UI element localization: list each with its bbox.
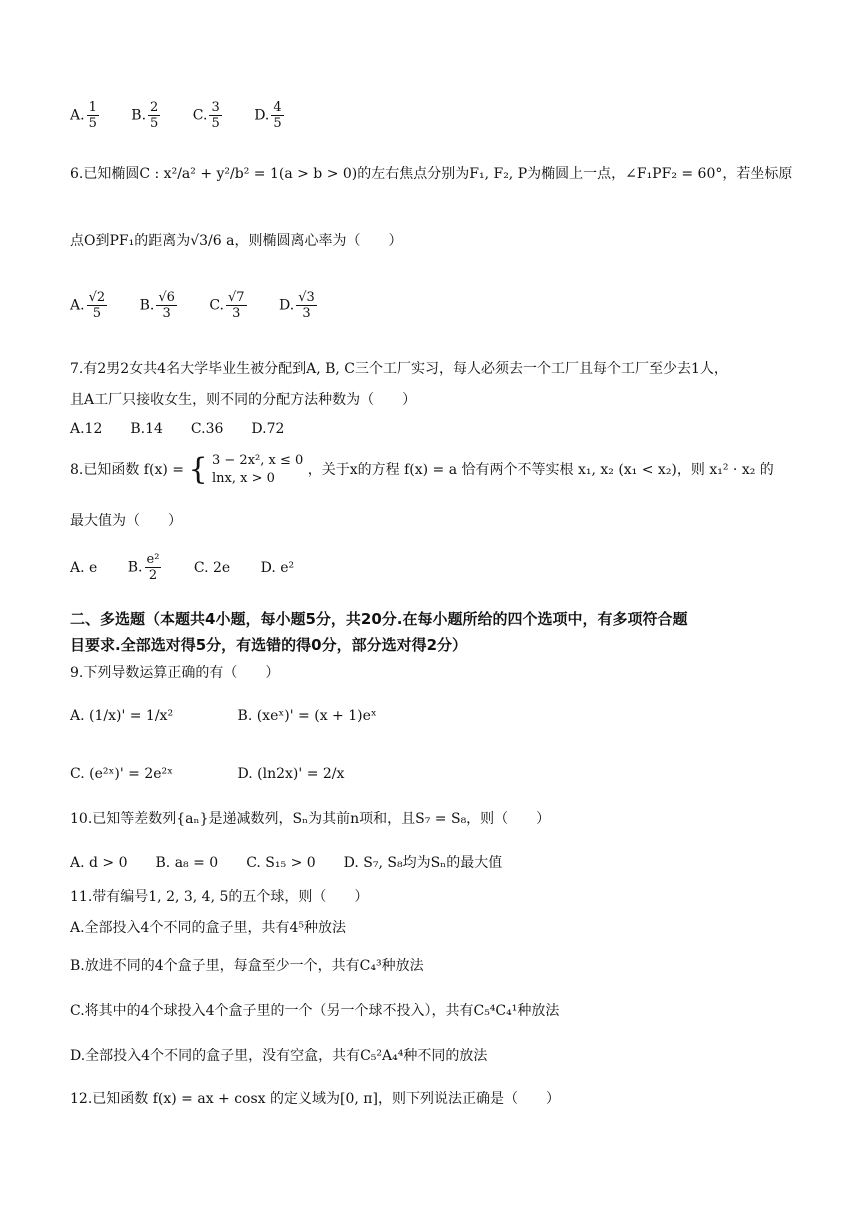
- q5-options: [70, 100, 312, 131]
- left-brace-symbol: {: [188, 452, 208, 487]
- q6-option-c[interactable]: C. $\frac{√7}{3}$: [209, 290, 245, 321]
- q7-stem-line2: 且A工厂只接收女生，则不同的分配方法种数为（ ）: [70, 392, 417, 408]
- q8-option-b[interactable]: B. $\frac{\text{e²}}{2}$: [127, 552, 160, 583]
- q5-option-c[interactable]: C. $\frac{3}{5}$: [192, 100, 220, 131]
- q6-stem-line1: 6.已知椭圆C : x²/a² + y²/b² = 1(a > b > 0)的左右焦点分别为F₁, F₂, P为椭圆上一点，∠F₁PF₂ = 60°，若坐标原: [70, 166, 793, 182]
- q9-options-row1: [70, 708, 403, 724]
- q10-stem: 10.已知等差数列{aₙ}是递减数列，Sₙ为其前n项和，且S₇ = S₈，则（ ）: [70, 811, 551, 827]
- q9-option-c[interactable]: C. (e²ˣ)' = 2e²ˣ: [70, 766, 174, 782]
- q8-options: [70, 552, 320, 583]
- q11-option-d[interactable]: D.全部投入4个不同的盒子里，没有空盒，共有C₅²A₄⁴种不同的放法: [70, 1048, 488, 1064]
- q8-option-c[interactable]: C. 2e: [193, 559, 231, 576]
- q11-option-b[interactable]: B.放进不同的4个盒子里，每盒至少一个，共有C₄³种放法: [70, 958, 424, 974]
- q6-option-a[interactable]: A. $\frac{√2}{5}$: [70, 290, 106, 321]
- q9-stem: 9.下列导数运算正确的有（ ）: [70, 665, 280, 681]
- q9-option-a[interactable]: A. (1/x)' = 1/x²: [70, 708, 174, 724]
- section-heading-line2: 目要求.全部选对得5分，有选错的得0分，部分选对得2分）: [70, 636, 468, 654]
- q8-prefix: 8.已知函数 f(x) =: [70, 462, 184, 478]
- q8-option-a[interactable]: A. e: [70, 559, 98, 576]
- q8-suffix: ，关于x的方程 f(x) = a 恰有两个不等实根 x₁, x₂ (x₁ < x₂)，则 x₁² · x₂ 的: [307, 462, 774, 478]
- q12-stem: 12.已知函数 f(x) = ax + cosx 的定义域为[0, π]，则下列说法正确是（ ）: [70, 1091, 560, 1107]
- q5-option-d[interactable]: D. $\frac{4}{5}$: [254, 100, 282, 131]
- q9-options-row2: [70, 766, 370, 782]
- case-2: lnx, x > 0: [212, 471, 275, 486]
- case-1: 3 − 2x², x ≤ 0: [212, 453, 304, 468]
- q8-option-d[interactable]: D. e²: [260, 559, 295, 576]
- q7-options[interactable]: A.12 B.14 C.36 D.72: [70, 421, 285, 437]
- q5-option-a[interactable]: A. $\frac{1}{5}$: [70, 100, 97, 131]
- piecewise-cases: [212, 452, 303, 488]
- q5-option-b[interactable]: B. $\frac{2}{5}$: [131, 100, 159, 131]
- q9-option-d[interactable]: D. (ln2x)' = 2/x: [237, 766, 345, 782]
- q11-option-c[interactable]: C.将其中的4个球投入4个盒子里的一个（另一个球不投入），共有C₅⁴C₄¹种放法: [70, 1003, 560, 1019]
- section-heading-line1: 二、多选题（本题共4小题，每小题5分，共20分.在每小题所给的四个选项中，有多项符合题: [70, 610, 688, 628]
- q9-option-b[interactable]: B. (xeˣ)' = (x + 1)eˣ: [237, 708, 377, 724]
- q6-option-b[interactable]: B. $\frac{√6}{3}$: [139, 290, 175, 321]
- q8-stem-line2: 最大值为（ ）: [70, 513, 182, 529]
- q6-options: [70, 290, 345, 321]
- q7-stem-line1: 7.有2男2女共4名大学毕业生被分配到A, B, C三个工厂实习，每人必须去一个工厂且每个工厂至少去1人，: [70, 361, 728, 377]
- q10-options[interactable]: A. d > 0 B. a₈ = 0 C. S₁₅ > 0 D. S₇, S₈均为Sₙ的最大值: [70, 855, 503, 871]
- q6-stem-line2: 点O到PF₁的距离为√3/6 a，则椭圆离心率为（ ）: [70, 233, 403, 249]
- q11-option-a[interactable]: A.全部投入4个不同的盒子里，共有4⁵种放法: [70, 920, 346, 936]
- q11-stem: 11.带有编号1, 2, 3, 4, 5的五个球，则（ ）: [70, 889, 369, 905]
- q8-stem-line1: [70, 452, 774, 488]
- q6-option-d[interactable]: D. $\frac{√3}{3}$: [279, 290, 315, 321]
